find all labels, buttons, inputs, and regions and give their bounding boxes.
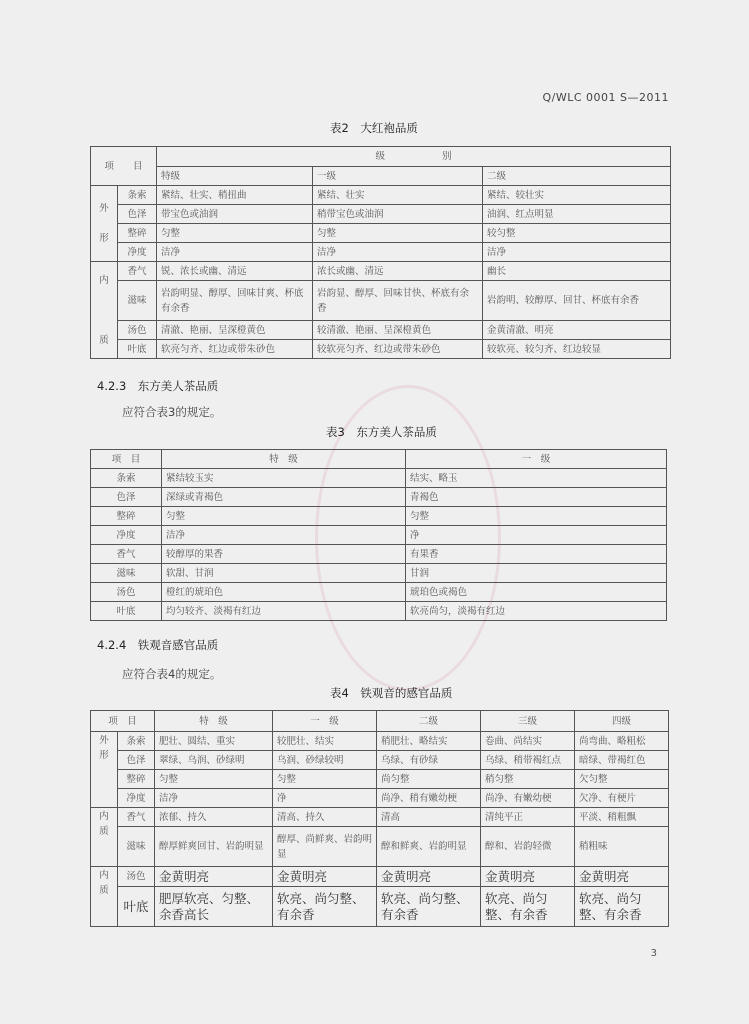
section-4-2-4-title: 4.2.4 铁观音感官品质 bbox=[97, 638, 219, 652]
table4-cell: 尚匀整 bbox=[377, 770, 481, 789]
table4-cell: 清高 bbox=[377, 808, 481, 827]
table3-grade-1: 一 级 bbox=[406, 450, 667, 469]
table3 bbox=[90, 449, 667, 621]
table3-cell: 甘润 bbox=[406, 564, 667, 583]
table2-cell: 油润、红点明显 bbox=[483, 205, 671, 224]
table4-cell: 欠匀整 bbox=[575, 770, 669, 789]
table4-cell: 稍肥壮、略结实 bbox=[377, 732, 481, 751]
table2-cell: 软亮匀齐、红边或带朱砂色 bbox=[157, 340, 313, 359]
table3-cell: 软甜、甘润 bbox=[162, 564, 406, 583]
table4-cell: 软亮、尚匀整、有余香 bbox=[481, 887, 575, 927]
table2-item: 汤色 bbox=[118, 321, 157, 340]
table4-cell: 匀整 bbox=[273, 770, 377, 789]
table4-cell: 软亮、尚匀整、有余香 bbox=[377, 887, 481, 927]
table3-cell: 洁净 bbox=[162, 526, 406, 545]
table3-item: 整碎 bbox=[91, 507, 162, 526]
table4-category-inner-2: 内 质 bbox=[91, 867, 118, 927]
table3-cell: 较醇厚的果香 bbox=[162, 545, 406, 564]
table2-cell: 岩韵显、醇厚、回味甘快、杯底有余香 bbox=[313, 281, 483, 321]
table2-cell: 洁净 bbox=[157, 243, 313, 262]
table3-caption: 表3 东方美人茶品质 bbox=[326, 425, 437, 439]
table2-header-grade: 级 别 bbox=[157, 147, 671, 167]
table2-cell: 匀整 bbox=[313, 224, 483, 243]
table4-item: 净度 bbox=[118, 789, 155, 808]
table4-cell: 金黄明亮 bbox=[273, 867, 377, 887]
page-number: 3 bbox=[650, 948, 657, 959]
table3-item: 滋味 bbox=[91, 564, 162, 583]
table4-cell: 乌绿、有砂绿 bbox=[377, 751, 481, 770]
table4-cell: 洁净 bbox=[155, 789, 273, 808]
table2-caption: 表2 大红袍品质 bbox=[330, 121, 418, 135]
table4-cell: 净 bbox=[273, 789, 377, 808]
table2-item: 滋味 bbox=[118, 281, 157, 321]
table3-item: 净度 bbox=[91, 526, 162, 545]
table2-cell: 幽长 bbox=[483, 262, 671, 281]
table3-item: 香气 bbox=[91, 545, 162, 564]
table3-cell: 均匀较齐、淡褐有红边 bbox=[162, 602, 406, 621]
table2-item: 色泽 bbox=[118, 205, 157, 224]
table2-cell: 紧结、壮实 bbox=[313, 186, 483, 205]
table4-item: 色泽 bbox=[118, 751, 155, 770]
table4-cell: 软亮、尚匀整、有余香 bbox=[273, 887, 377, 927]
table2-item: 香气 bbox=[118, 262, 157, 281]
table2-cell: 较软亮匀齐、红边或带朱砂色 bbox=[313, 340, 483, 359]
table4-cell: 清高、持久 bbox=[273, 808, 377, 827]
table2-item: 叶底 bbox=[118, 340, 157, 359]
table4-grade-1: 一 级 bbox=[273, 711, 377, 732]
table4-cell: 乌润、砂绿较明 bbox=[273, 751, 377, 770]
section-4-2-3-text: 应符合表3的规定。 bbox=[122, 405, 222, 419]
table2-cell: 洁净 bbox=[313, 243, 483, 262]
table2-cell: 金黄清澈、明亮 bbox=[483, 321, 671, 340]
table3-item: 叶底 bbox=[91, 602, 162, 621]
table3-cell: 橙红的琥珀色 bbox=[162, 583, 406, 602]
table4-cell: 翠绿、乌润、砂绿明 bbox=[155, 751, 273, 770]
table4-item: 叶底 bbox=[118, 887, 155, 927]
table2-cell: 较匀整 bbox=[483, 224, 671, 243]
table4-cell: 醇厚、尚鲜爽、岩韵明显 bbox=[273, 827, 377, 867]
table4-cell: 金黄明亮 bbox=[155, 867, 273, 887]
table4-item: 滋味 bbox=[118, 827, 155, 867]
table4-cell: 稍匀整 bbox=[481, 770, 575, 789]
table2-cell: 清澈、艳丽、呈深橙黄色 bbox=[157, 321, 313, 340]
table3-header-item: 项 目 bbox=[91, 450, 162, 469]
table4-cell: 欠净、有梗片 bbox=[575, 789, 669, 808]
document-code: Q/WLC 0001 S—2011 bbox=[542, 91, 669, 104]
table3-cell: 净 bbox=[406, 526, 667, 545]
table4-cell: 卷曲、尚结实 bbox=[481, 732, 575, 751]
table2-cell: 较清澈、艳丽、呈深橙黄色 bbox=[313, 321, 483, 340]
table2-item: 条索 bbox=[118, 186, 157, 205]
table2 bbox=[90, 146, 671, 359]
table4-cell: 尚弯曲、略粗松 bbox=[575, 732, 669, 751]
table3-item: 色泽 bbox=[91, 488, 162, 507]
table2-grade-1: 一级 bbox=[313, 167, 483, 186]
table2-cell: 洁净 bbox=[483, 243, 671, 262]
table3-cell: 匀整 bbox=[162, 507, 406, 526]
table4-grade-special: 特 级 bbox=[155, 711, 273, 732]
table2-item: 整碎 bbox=[118, 224, 157, 243]
table4-cell: 尚净、稍有嫩幼梗 bbox=[377, 789, 481, 808]
table4-cell: 软亮、尚匀整、有余香 bbox=[575, 887, 669, 927]
table2-cell: 匀整 bbox=[157, 224, 313, 243]
table3-cell: 软亮尚匀，淡褐有红边 bbox=[406, 602, 667, 621]
table4-category-inner: 内 质 bbox=[91, 808, 118, 867]
table4 bbox=[90, 710, 669, 927]
table3-item: 条索 bbox=[91, 469, 162, 488]
table2-cell: 紧结、较壮实 bbox=[483, 186, 671, 205]
table4-cell: 金黄明亮 bbox=[481, 867, 575, 887]
table4-cell: 金黄明亮 bbox=[575, 867, 669, 887]
table3-cell: 结实、略玉 bbox=[406, 469, 667, 488]
table2-grade-special: 特级 bbox=[157, 167, 313, 186]
table3-cell: 紧结较玉实 bbox=[162, 469, 406, 488]
table3-item: 汤色 bbox=[91, 583, 162, 602]
table4-cell: 稍粗味 bbox=[575, 827, 669, 867]
table4-cell: 醇厚鲜爽回甘、岩韵明显 bbox=[155, 827, 273, 867]
table2-cell: 稍带宝色或油润 bbox=[313, 205, 483, 224]
table2-header-item: 项 目 bbox=[91, 147, 157, 186]
table4-category-outer: 外 形 bbox=[91, 732, 118, 808]
table4-cell: 肥壮、圆结、重实 bbox=[155, 732, 273, 751]
table4-cell: 醇和鲜爽、岩韵明显 bbox=[377, 827, 481, 867]
table4-item: 香气 bbox=[118, 808, 155, 827]
table2-cell: 紧结、壮实、稍扭曲 bbox=[157, 186, 313, 205]
section-4-2-4-text: 应符合表4的规定。 bbox=[122, 667, 222, 681]
table2-cell: 岩韵明、较醇厚、回甘、杯底有余香 bbox=[483, 281, 671, 321]
table4-cell: 尚净、有嫩幼梗 bbox=[481, 789, 575, 808]
table4-cell: 金黄明亮 bbox=[377, 867, 481, 887]
table4-grade-4: 四级 bbox=[575, 711, 669, 732]
table4-cell: 乌绿、稍带褐红点 bbox=[481, 751, 575, 770]
table2-grade-2: 二级 bbox=[483, 167, 671, 186]
table4-cell: 肥厚软亮、匀整、余香高长 bbox=[155, 887, 273, 927]
table2-cell: 锐、浓长或幽、清远 bbox=[157, 262, 313, 281]
section-4-2-3-title: 4.2.3 东方美人茶品质 bbox=[97, 379, 219, 393]
table3-cell: 琥珀色或褐色 bbox=[406, 583, 667, 602]
table2-cell: 岩韵明显、醇厚、回味甘爽、杯底有余香 bbox=[157, 281, 313, 321]
table4-cell: 暗绿、带褐红色 bbox=[575, 751, 669, 770]
table3-cell: 青褐色 bbox=[406, 488, 667, 507]
table2-category-inner: 内 质 bbox=[91, 262, 118, 359]
table4-header-item: 项 目 bbox=[91, 711, 155, 732]
table4-cell: 浓郁、持久 bbox=[155, 808, 273, 827]
table4-grade-3: 三级 bbox=[481, 711, 575, 732]
table4-item: 条索 bbox=[118, 732, 155, 751]
table3-cell: 深绿或青褐色 bbox=[162, 488, 406, 507]
table4-cell: 较肥壮、结实 bbox=[273, 732, 377, 751]
table2-category-outer: 外 形 bbox=[91, 186, 118, 262]
table4-item: 整碎 bbox=[118, 770, 155, 789]
table4-cell: 平淡、稍粗飘 bbox=[575, 808, 669, 827]
table2-cell: 浓长或幽、清远 bbox=[313, 262, 483, 281]
table4-caption: 表4 铁观音的感官品质 bbox=[330, 686, 453, 700]
table2-cell: 较软亮、较匀齐、红边较显 bbox=[483, 340, 671, 359]
table4-cell: 匀整 bbox=[155, 770, 273, 789]
table2-cell: 带宝色或油润 bbox=[157, 205, 313, 224]
table4-cell: 醇和、岩韵轻微 bbox=[481, 827, 575, 867]
table3-cell: 有果香 bbox=[406, 545, 667, 564]
table4-grade-2: 二级 bbox=[377, 711, 481, 732]
table3-grade-special: 特 级 bbox=[162, 450, 406, 469]
table4-item: 汤色 bbox=[118, 867, 155, 887]
table2-item: 净度 bbox=[118, 243, 157, 262]
table3-cell: 匀整 bbox=[406, 507, 667, 526]
table4-cell: 清纯平正 bbox=[481, 808, 575, 827]
